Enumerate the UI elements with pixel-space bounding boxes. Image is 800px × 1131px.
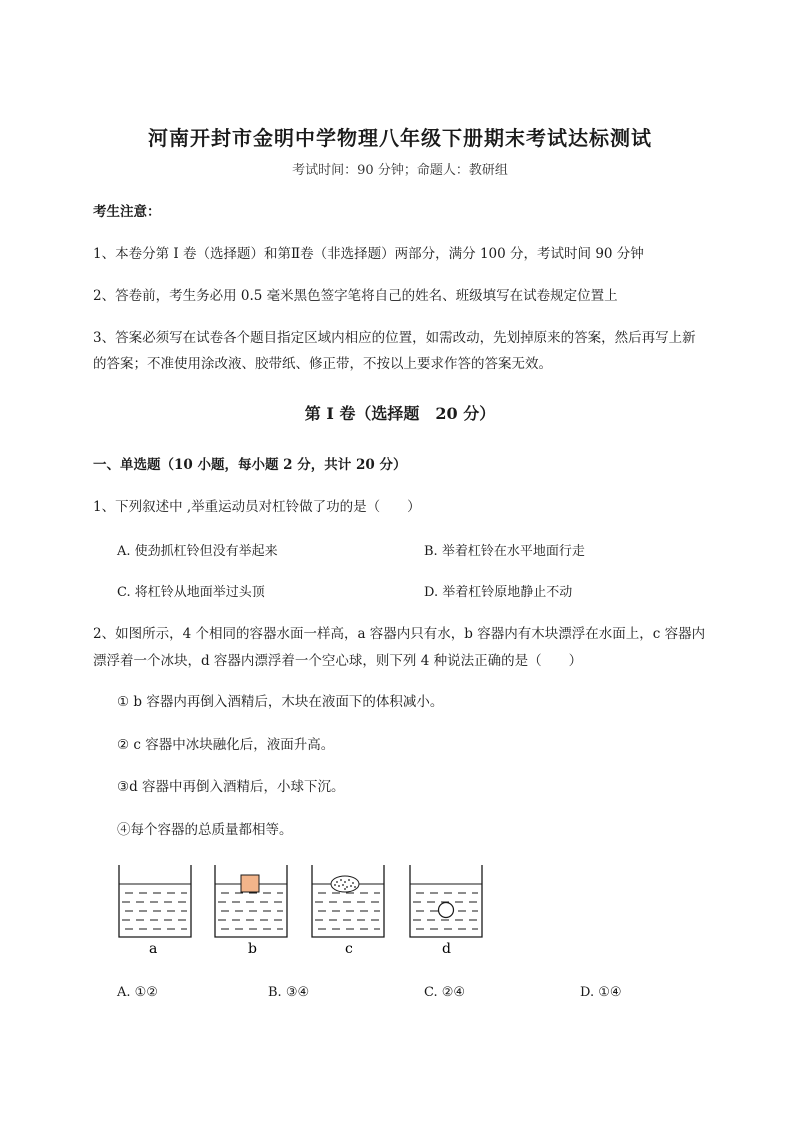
question-2-option-a: A. ①②: [117, 985, 158, 1000]
question-2-statement-2: ② c 容器中冰块融化后，液面升高。: [117, 737, 335, 753]
exam-title: 河南开封市金明中学物理八年级下册期末考试达标测试: [148, 126, 652, 150]
wood-block: [241, 875, 259, 892]
question-1-option-a: A. 使劲抓杠铃但没有举起来: [117, 544, 278, 559]
notice-item-3-cont: 的答案；不准使用涂改液、胶带纸、修正带，不按以上要求作答的答案无效。: [93, 356, 552, 372]
question-2-statement-4: ④每个容器的总质量都相等。: [117, 822, 293, 838]
question-1-option-b: B. 举着杠铃在水平地面行走: [424, 544, 585, 559]
container-b: [215, 865, 287, 957]
exam-subtitle: 考试时间：90 分钟；命题人：教研组: [292, 163, 508, 178]
hollow-ball: [439, 903, 454, 918]
notice-item-1: 1、本卷分第 I 卷（选择题）和第Ⅱ卷（非选择题）两部分，满分 100 分，考试时间 90 分钟: [93, 246, 644, 262]
container-label-b: b: [248, 941, 257, 957]
section-title: 第 I 卷（选择题 20 分）: [304, 404, 496, 423]
question-2-stem-line-2: 漂浮着一个冰块，d 容器内漂浮着一个空心球，则下列 4 种说法正确的是（ ）: [93, 653, 583, 669]
question-2-statement-1: ① b 容器内再倒入酒精后，木块在液面下的体积减小。: [117, 694, 444, 710]
question-2-statement-3: ③d 容器中再倒入酒精后，小球下沉。: [117, 779, 345, 795]
container-label-d: d: [442, 941, 451, 957]
question-2-option-d: D. ①④: [580, 985, 622, 1000]
question-2-option-c: C. ②④: [424, 985, 466, 1000]
question-1-option-d: D. 举着杠铃原地静止不动: [424, 585, 573, 600]
containers-figure: [100, 855, 520, 965]
question-1-option-c: C. 将杠铃从地面举过头顶: [117, 585, 265, 600]
notice-heading: 考生注意：: [93, 204, 161, 220]
notice-item-3: 3、答案必须写在试卷各个题目指定区域内相应的位置，如需改动，先划掉原来的答案，然后再写上新: [93, 330, 696, 346]
container-d: [410, 865, 482, 957]
question-2-option-b: B. ③④: [268, 985, 310, 1000]
container-c: [312, 865, 384, 957]
question-1-stem: 1、下列叙述中 ,举重运动员对杠铃做了功的是（ ）: [93, 499, 421, 515]
notice-item-2: 2、答卷前，考生务必用 0.5 毫米黑色签字笔将自己的姓名、班级填写在试卷规定位置上: [93, 288, 618, 304]
container-label-c: c: [345, 941, 353, 957]
container-a: [119, 865, 191, 957]
part-heading: 一、单选题（10 小题，每小题 2 分，共计 20 分）: [93, 457, 407, 473]
container-label-a: a: [149, 941, 158, 957]
question-2-stem-line-1: 2、如图所示，4 个相同的容器水面一样高，a 容器内只有水，b 容器内有木块漂浮在水面上，c 容器内: [93, 626, 706, 642]
